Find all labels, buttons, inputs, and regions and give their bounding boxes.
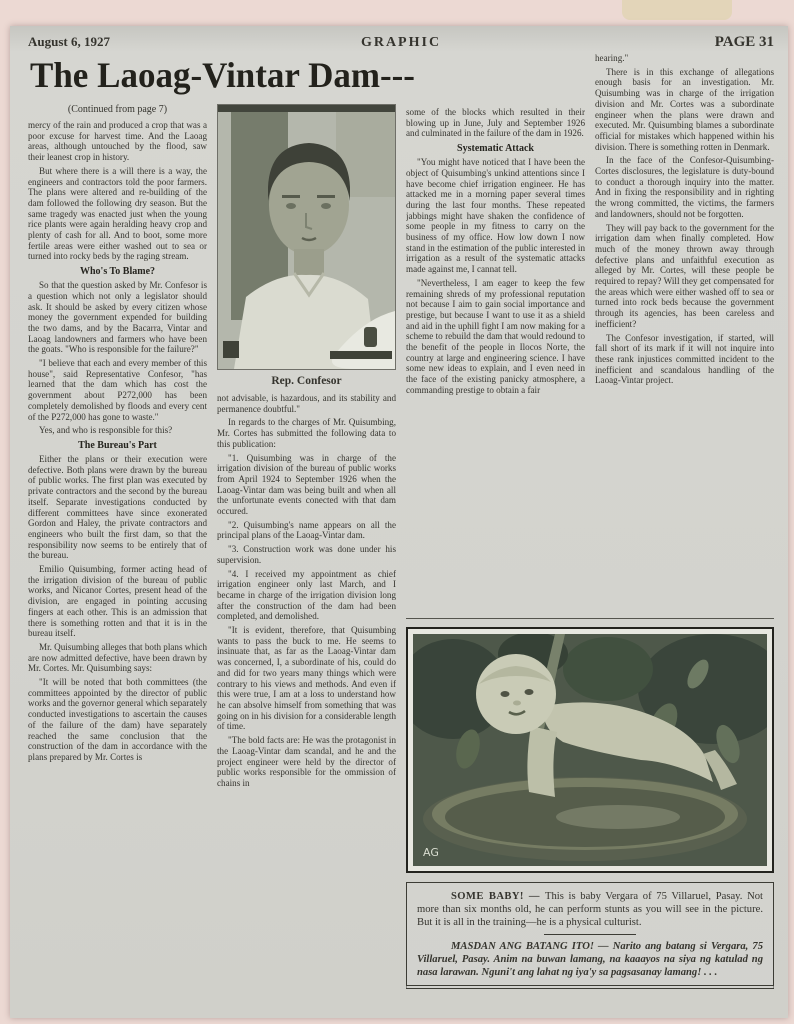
right-half bbox=[406, 53, 774, 989]
article-paragraph: "You might have noticed that I have been the object of Quisumbing's unkind attentions since I have become chief irrigation engineer. He has attacked me in a morning paper several times during the last four months. These repeated jabbings might have shaken the confidence of some people in my fitness to carry on the business of my office. How low down I now stand in the estimation of the public interested in irrigation as a result of the systematic attacks made against me, I cannat tell. bbox=[406, 157, 585, 275]
column-4 bbox=[595, 53, 774, 615]
continued-note: (Continued from page 7) bbox=[67, 104, 168, 115]
article-end-rule bbox=[406, 618, 774, 619]
article-paragraph: Mr. Quisumbing alleges that both plans which are now admitted defective, have been drawn by Mr. Cortes. Mr. Quisumbing says: bbox=[28, 641, 207, 674]
section-heading-bureaus-part: The Bureau's Part bbox=[78, 439, 157, 451]
article-paragraph: There is in this exchange of allegations enough basis for an investigation. Mr. Quisumbing was in charge of the irrigation division and Mr. Cortes was a subordinate engineer when the plans were drawn and executed. Mr. Quisumbing blames a subordinate official for mistakes which happened within his division. There is something rotten in Denmark. bbox=[595, 66, 774, 152]
baby-caption-english bbox=[417, 890, 763, 929]
article-paragraph: But where there is a will there is a way, the engineers and contractors told the poor farmers. The plans were altered and re-building of the dam followed the following dry season. But the same tragedy was enacted just when the young rice plants were again heralding heavy crop and plenty of cash for all. And to boot, some more fertile areas were either washed out to sea or turned into rocky beds by the raging stream. bbox=[28, 165, 207, 262]
article-paragraph: "Nevertheless, I am eager to keep the few remaining shreds of my professional reputation not because I aim to gain social importance and prestige, but because I want to use it as a shield and aid in the uphill fight I am now making for a scheme to rebuild the dam that would redound to the benefit of the people in Ilocos Norte, the country at large and engineering science. I have some new ideas to explain, and I even need in the face of the existing panicky atmosphere, a commanding prestige to obtain a fair bbox=[406, 277, 585, 395]
article-paragraph: In the face of the Confesor-Quisumbing-Cortes disclosures, the legislature is duty-bound to conduct a thorough inquiry into the matter. And in fixing the responsibility and in righting the wrong committed, the victims, the farmers and landowners, should not be forgotten. bbox=[595, 155, 774, 219]
article-paragraph: some of the blocks which resulted in their blowing up in June, July and September 1926 and culminated in the failure of the dam in 1926. bbox=[406, 107, 585, 139]
article-paragraph: "It is evident, therefore, that Quisumbing wants to pass the buck to me. He seems to insinuate that, as far as the Laoag-Vintar dam was concerned, I, a subordinate of his, could do and did for two years many things which were contrary to his views and methods. And even if this were true, I am at a loss to understand how he can absolve himself from something that was going on in his division for a considerable length of time. bbox=[217, 625, 396, 732]
column-2 bbox=[217, 104, 396, 792]
baby-caption-english-body: This is baby Vergara of 75 Villaruel, Pasay. Not more than six months old, he can perform stunts as you will see in the picture. But it is all in the training—he is a physical culturist. bbox=[417, 891, 763, 928]
article-paragraph: "It will be noted that both committees (the committees appointed by the director of public works and the governor general which separately conducted investigations to ascertain the causes of the failure of the dam) have separately reached the same conclusion that the construction of the dam in accordance with the plans prepared by Mr. Cortes is bbox=[28, 677, 207, 762]
article-content bbox=[28, 53, 774, 989]
article-paragraph: In regards to the charges of Mr. Quisumbing, Mr. Cortes has submitted the following data to this publication: bbox=[217, 417, 396, 449]
left-half bbox=[28, 53, 415, 989]
baby-caption-tagalog bbox=[417, 940, 763, 979]
issue-date: August 6, 1927 bbox=[28, 34, 110, 49]
confesor-photo-caption: Rep. Confesor bbox=[271, 375, 342, 387]
baby-caption-tagalog-lead: MASDAN ANG BATANG ITO! — bbox=[451, 941, 613, 952]
column-3 bbox=[406, 53, 585, 615]
caption-divider bbox=[544, 934, 636, 935]
article-headline: The Laoag-Vintar Dam--- bbox=[30, 55, 415, 96]
baby-caption-box bbox=[406, 882, 774, 989]
article-paragraph: not advisable, is hazardous, and its stability and permanence doubtful." bbox=[217, 393, 396, 414]
article-paragraph: The Confesor investigation, if started, will fall short of its mark if it will not inquire into these rank injustices committed incident to the inefficient and scandalous handling of the Laoag-Vintar project. bbox=[595, 332, 774, 386]
scan-corner-patch bbox=[622, 0, 732, 20]
section-heading-whos-to-blame: Who's To Blame? bbox=[79, 266, 156, 278]
article-paragraph: "3. Construction work was done under his supervision. bbox=[217, 544, 396, 565]
article-paragraph: "1. Quisumbing was in charge of the irrigation division of the bureau of public works from April 1924 to September 1926 when the Laoag-Vintar dam was being built and when all the unfortunate events conected with that dam occured. bbox=[217, 452, 396, 517]
article-paragraph: They will pay back to the government for the irrigation dam when finally completed. How much of the money thrown away through defective plans and unfaithful execution as alleged by Mr. Cortes, will these people be required to repay? Will they get compensated for the areas which were either washed off to sea or turned into rock beds because the government through its agencies, has been careless and inefficient? bbox=[595, 222, 774, 329]
article-paragraph: Either the plans or their execution were defective. Both plans were drawn by the bureau of public works. The first plan was executed by private contractors and the second by the bureau itself. Separate investigations conducted by different committees have since exonerated Gordon and Haley, the private contractors and engineers who built the first dam, so that the responsibility now seems to be entirely that of the bureau. bbox=[28, 453, 207, 561]
baby-caption-english-lead: SOME BABY! — bbox=[451, 891, 546, 902]
section-heading-systematic-attack: Systematic Attack bbox=[457, 143, 534, 155]
page-number: PAGE 31 bbox=[714, 34, 775, 50]
baby-caption-tagalog-body: Narito ang batang si Vergara, 75 Villaruel, Pasay. Anim na buwan lamang, na kaaayos na siya ng katulad ng nasa larawan. Nguni't ang lahat ng iya'y sa pagsasanay lamang! . . . bbox=[417, 941, 764, 978]
column-1 bbox=[28, 104, 207, 792]
newspaper-page bbox=[10, 26, 788, 1018]
article-paragraph: "The bold facts are: He was the protagonist in the Laoag-Vintar dam scandal, and he and the project engineer were held by the director of public works responsible for the ommission of chains in bbox=[217, 735, 396, 788]
article-paragraph: So that the question asked by Mr. Confesor is a question which not only a legislator should ask. It should be asked by every citizen whose money the government expended for building the two dams, and by the Bacarra, Vintar and Laoag landowners and farmers who have been the goats. "Who is responsible for the failure?" bbox=[28, 280, 207, 355]
baby-photo bbox=[406, 627, 774, 873]
article-paragraph: mercy of the rain and produced a crop that was a poor excuse for harvest time. And the Laoag areas, although untouched by the flood, saw their leanest crop in history. bbox=[28, 120, 207, 163]
masthead: GRAPHIC bbox=[360, 35, 442, 50]
photo-initials: AG bbox=[423, 846, 439, 859]
page-header bbox=[28, 34, 774, 51]
article-paragraph: "I believe that each and every member of this house", said Representative Confesor, "has learned that the dam which has cost the government about P272,000 has been completely demolished by floods and every cent of the P272,000 has gone to waste." bbox=[28, 358, 207, 422]
confesor-portrait-photo bbox=[217, 104, 396, 370]
article-paragraph: Yes, and who is responsible for this? bbox=[39, 425, 173, 436]
article-paragraph: "2. Quisumbing's name appears on all the principal plans of the Laoag-Vintar dam. bbox=[217, 519, 396, 541]
article-paragraph: Emilio Quisumbing, former acting head of the irrigation division of the bureau of public works, and Nicanor Cortes, present head of the division, are engaged in pointing accusing fingers at each other. This is an admission that there is something rotten and that it is in the bureau itself. bbox=[28, 564, 207, 639]
article-paragraph: hearing." bbox=[595, 53, 629, 63]
article-paragraph: "4. I received my appointment as chief irrigation engineer only last March, and I became in charge of the irrigation division long after the construction of the dam had been completed, and demolished. bbox=[217, 568, 396, 622]
